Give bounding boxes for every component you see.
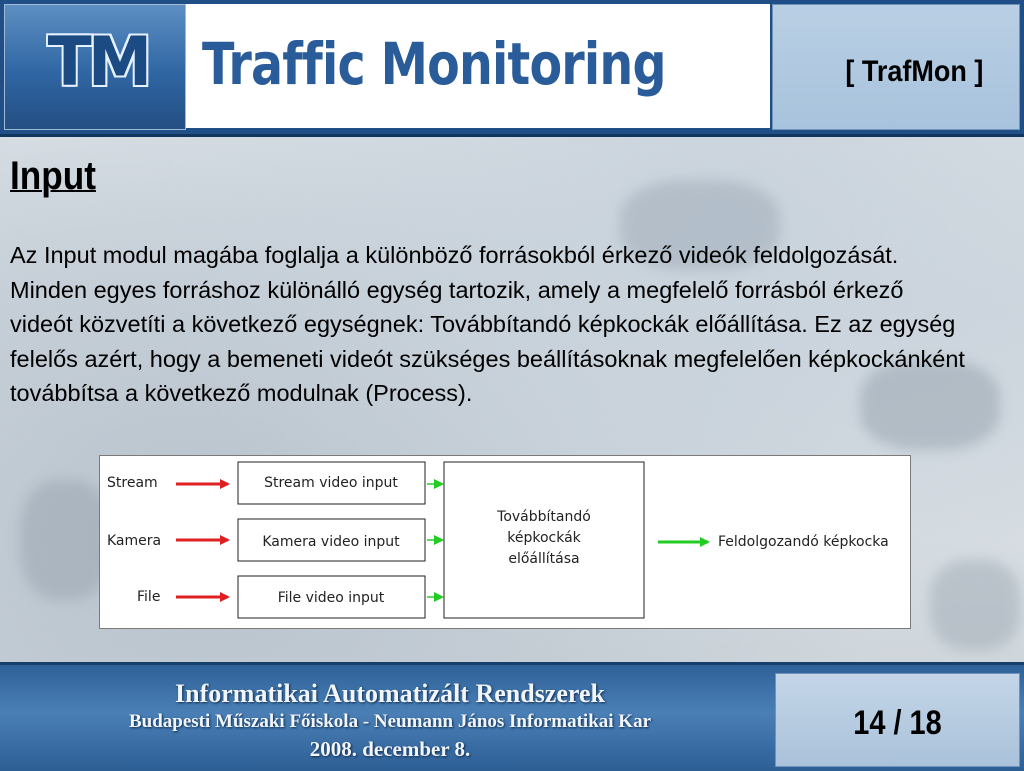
input-module-diagram: [99, 455, 911, 629]
tag-panel: [772, 4, 1020, 130]
footer-date: 2008. december 8.: [309, 737, 471, 761]
footer-banner: [0, 662, 1024, 771]
logo-text: TM: [47, 23, 149, 102]
footer-course-title: Informatikai Automatizált Rendszerek: [175, 679, 605, 708]
input-box-stream-label: Stream video input: [264, 475, 398, 491]
project-tag: [ TrafMon ]: [845, 55, 983, 88]
source-label-stream: Stream: [107, 475, 158, 491]
slide-title: Input: [10, 154, 97, 198]
diagram-canvas: [100, 456, 910, 628]
page-number: 14 / 18: [853, 704, 942, 742]
app-title: Traffic Monitoring: [202, 30, 666, 98]
processor-label-line1: Továbbítandó: [497, 509, 591, 525]
footer-institution: Budapesti Műszaki Főiskola - Neumann János Informatikai Kar: [128, 711, 652, 732]
title-panel: [186, 4, 770, 128]
processor-label-line2: képkockák: [507, 530, 581, 546]
source-label-file: File: [137, 589, 161, 605]
slide-body-text: Az Input modul magába foglalja a különböző forrásokból érkező videók feldolgozását. Minden egyes forráshoz különálló egység tartozik, amely a megfelelő forrásból érkező videót közvetíti a következő egységnek: Továbbítandó képkockák előállítása. Ez az egység felelős azért, hogy a bemeneti videót szükséges beállításoknak megfelelően képkockánként továbbítsa a következő modulnak (Process).: [10, 242, 965, 406]
page-indicator: [775, 673, 1020, 767]
input-box-file-label: File video input: [277, 590, 385, 606]
input-box-kamera-label: Kamera video input: [262, 534, 400, 550]
source-label-kamera: Kamera: [107, 533, 162, 549]
background-car-blur: [930, 560, 1020, 650]
output-label: Feldolgozandó képkocka: [718, 534, 889, 550]
background-car-blur: [20, 480, 110, 600]
processor-label-line3: előállítása: [508, 551, 580, 567]
header-banner: [0, 0, 1024, 137]
logo: [4, 4, 186, 130]
